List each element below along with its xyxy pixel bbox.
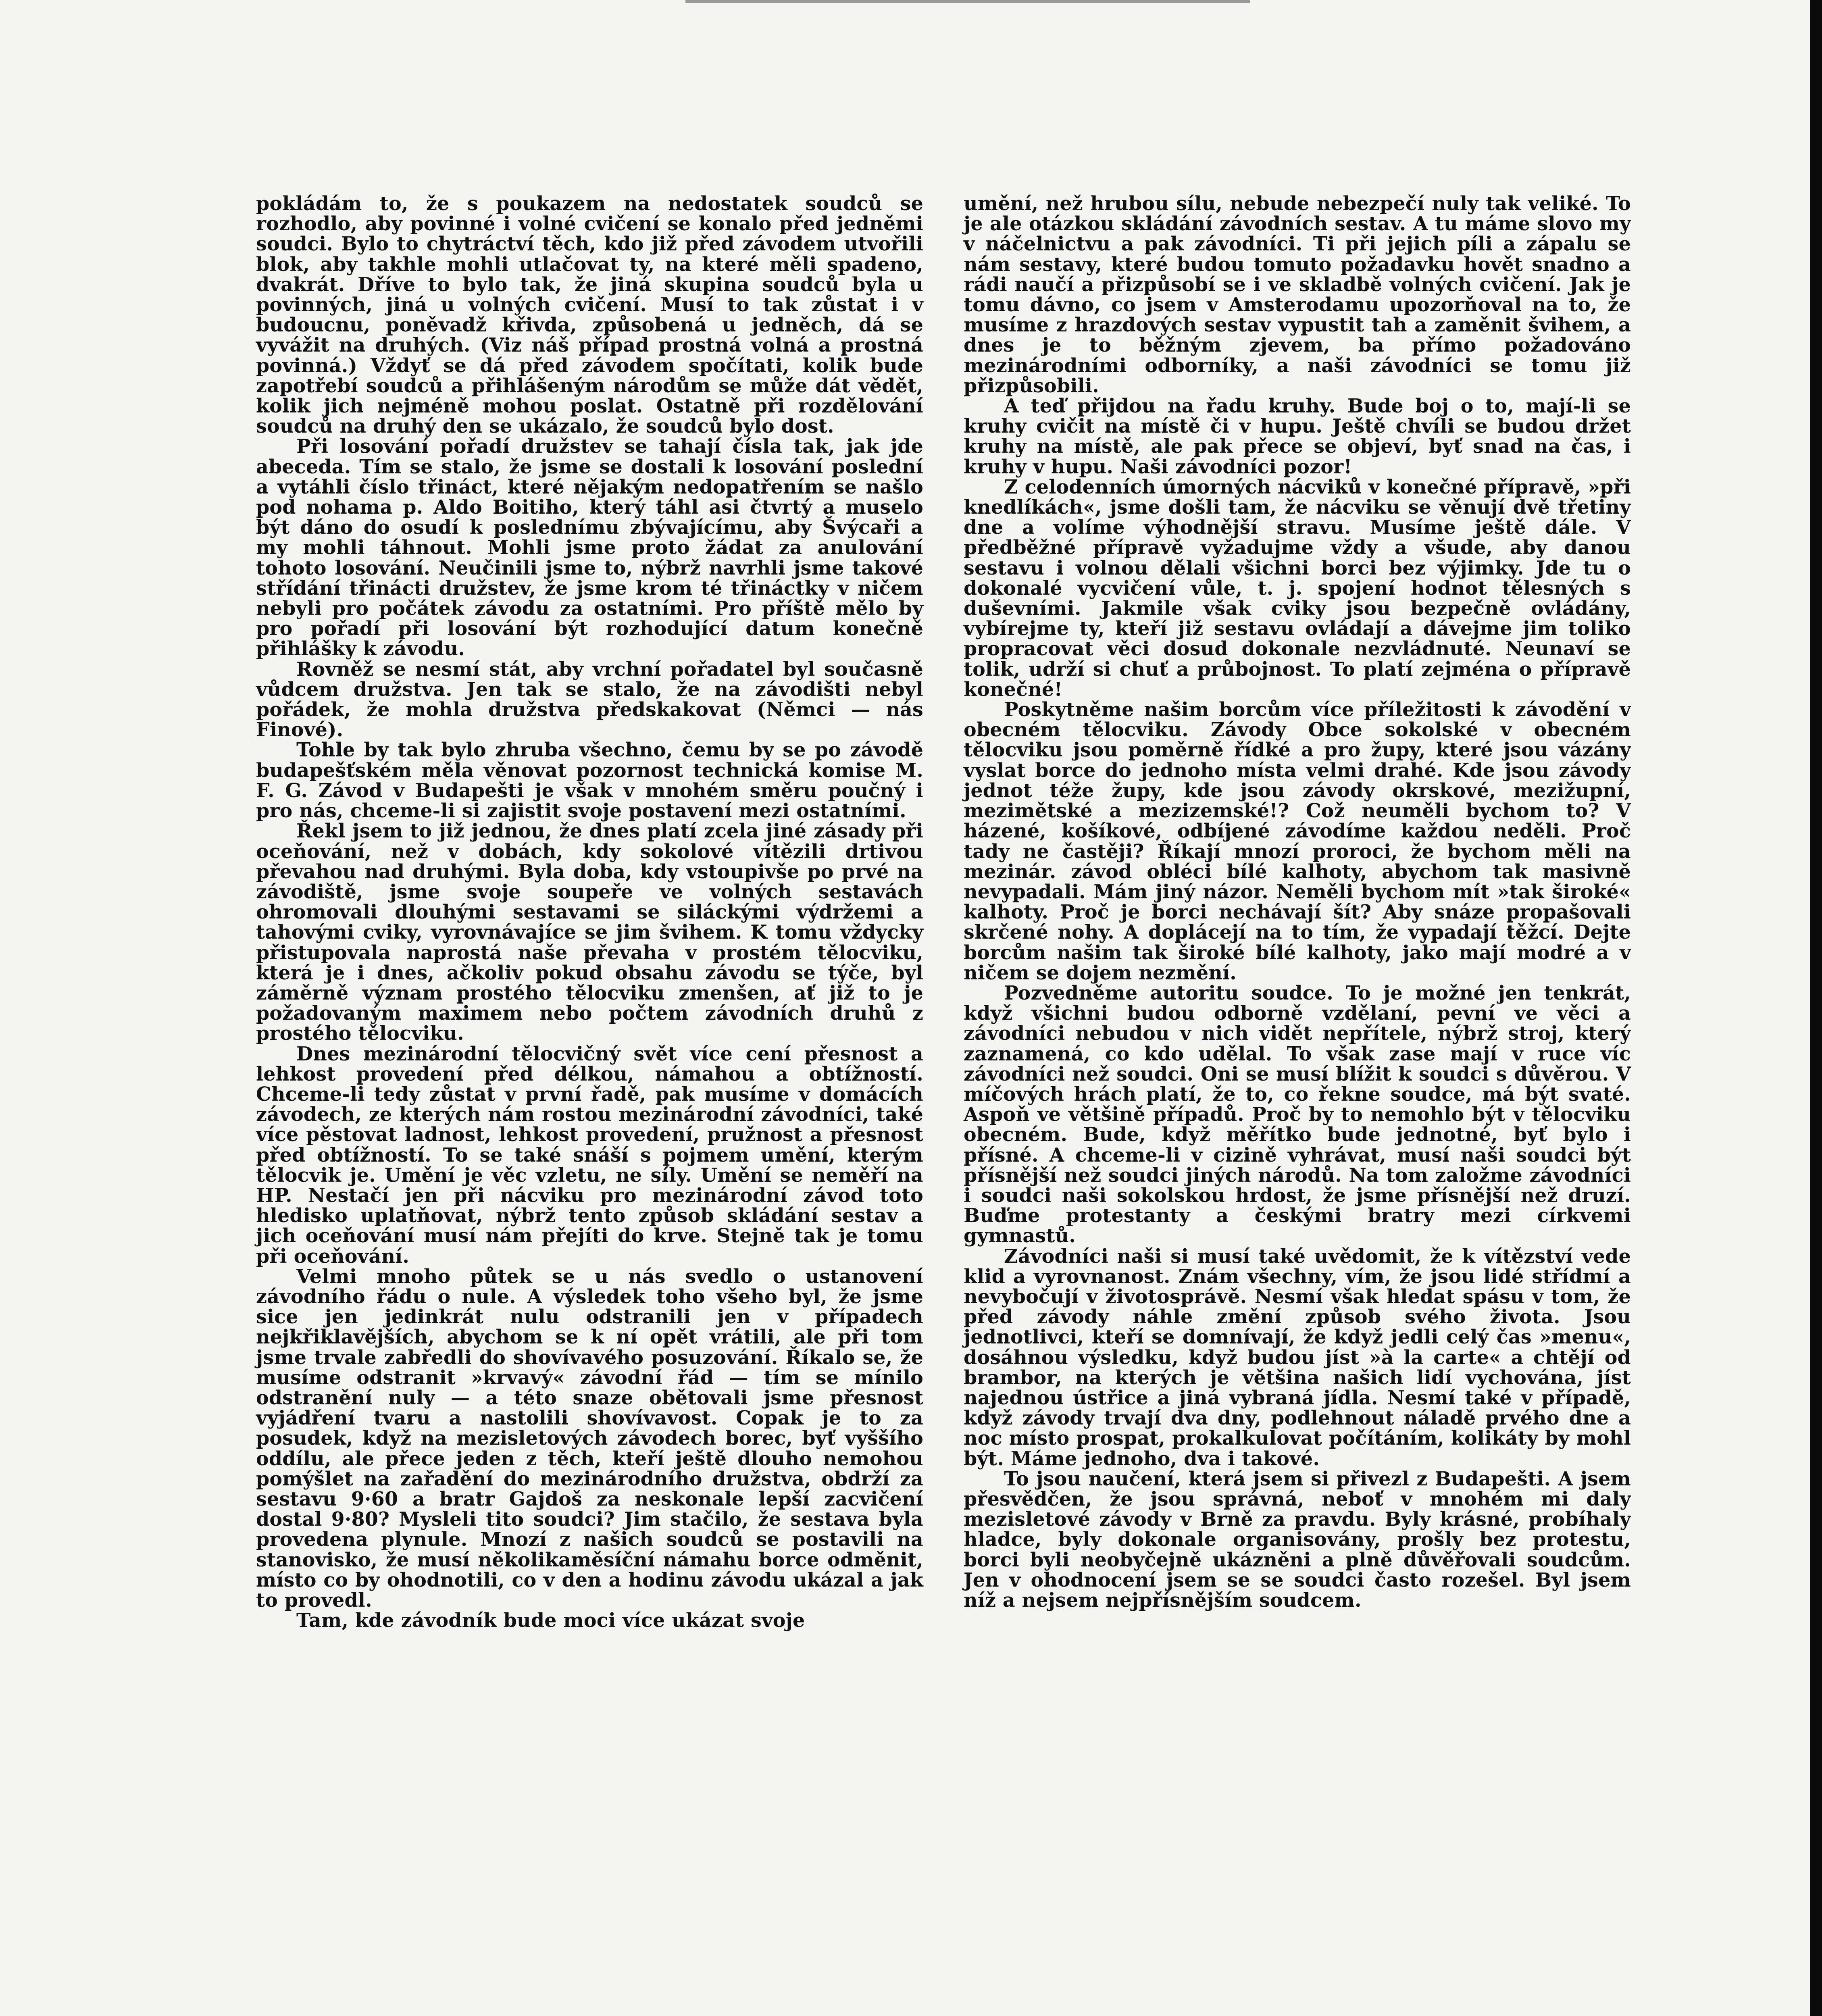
scan-edge-right bbox=[1810, 0, 1822, 2016]
paragraph: Pozvedněme autoritu soudce. To je možné jen tenkrát, když všichni budou odborně vzdělaní, pevní ve věci a závodníci nebudou v nich vidět nepřítele, nýbrž stroj, který zaznamená, co kdo udělal. To však zase mají v ruce víc závodníci než soudci. Oni se musí blížit k soudci s důvěrou. V míčových hrách platí, že to, co řekne soudce, má být svaté. Aspoň ve většině případů. Proč by to nemohlo být v tělocviku obecném. Bude, když měřítko bude jednotné, byť bylo i přísné. A chceme-li v cizině vyhrávat, musí naši soudci být přísnější než soudci jiných národů. Na tom založme závodníci i soudci naši sokolskou hrdost, že jsme přísnější než druzí. Buďme protestanty a českými bratry mezi církvemi gymnastů. bbox=[964, 981, 1631, 1248]
paragraph: Tohle by tak bylo zhruba všechno, čemu by se po závodě budapešťském měla věnovat pozornost technická komise M. F. G. Závod v Budapešti je však v mnohém směru poučný i pro nás, chceme-li si zajistit svoje postavení mezi ostatními. bbox=[256, 739, 923, 823]
paragraph: Rovněž se nesmí stát, aby vrchní pořadatel byl současně vůdcem družstva. Jen tak se stalo, že na závodišti nebyl pořádek, že mohla družstva předskakovat (Němci — nás Finové). bbox=[256, 658, 923, 741]
scan-edge-top bbox=[685, 0, 1250, 3]
right-column bbox=[964, 194, 1631, 1610]
paragraph: Z celodenních úmorných nácviků v konečné přípravě, »při knedlíkách«, jsme došli tam, že nácviku se věnují dvě třetiny dne a volíme výhodnější stravu. Musíme ještě dále. V předběžné přípravě vyžadujme vždy a všude, aby danou sestavu i volnou dělali všichni borci bez výjimky. Jde tu o dokonalé vycvičení vůle, t. j. spojení hodnot tělesných s duševními. Jakmile však cviky jsou bezpečně ovládány, vybírejme ty, kteří již sestavu ovládají a dávejme jim toliko propracovat věci dosud dokonale nezvládnuté. Neunaví se tolik, udrží si chuť a průbojnost. To platí zejména o přípravě konečné! bbox=[964, 475, 1631, 701]
paragraph: Závodníci naši si musí také uvědomit, že k vítězství vede klid a vyrovnanost. Znám všechny, vím, že jsou lidé střídmí a nevybočují v životosprávě. Nesmí však hledat spásu v tom, že před závody náhle změní způsob svého života. Jsou jednotlivci, kteří se domnívají, že když jedli celý čas »menu«, dosáhnou výsledku, když budou jíst »à la carte« a chtějí od brambor, na kterých je většina našich lidí vychována, jíst najednou ústřice a jiná vybraná jídla. Nesmí také v případě, když závody trvají dva dny, podlehnout náladě prvého dne a noc místo prospat, prokalkulovat počítáním, kolikáty by mohl být. Máme jednoho, dva i takové. bbox=[964, 1245, 1631, 1470]
paragraph: pokládám to, že s poukazem na nedostatek soudců se rozhodlo, aby povinné i volné cvičení se konalo před jedněmi soudci. Bylo to chytráctví těch, kdo již před závodem utvořili blok, aby takhle mohli utlačovat ty, na které měli spadeno, dvakrát. Dříve to bylo tak, že jiná skupina soudců byla u povinných, jiná u volných cvičení. Musí to tak zůstat i v budoucnu, poněvadž křivda, způsobená u jedněch, dá se vyvážit na druhých. (Viz náš případ prostná volná a prostná povinná.) Vždyť se dá před závodem spočítati, kolik bude zapotřebí soudců a přihlášeným národům se může dát vědět, kolik jich nejméně mohou poslat. Ostatně při rozdělování soudců na druhý den se ukázalo, že soudců bylo dost. bbox=[256, 192, 923, 438]
paragraph: Tam, kde závodník bude moci více ukázat svoje bbox=[296, 1609, 805, 1632]
paragraph: Poskytněme našim borcům více příležitosti k závodění v obecném tělocviku. Závody Obce sokolské v obecném tělocviku jsou poměrně řídké a pro župy, které jsou vázány vyslat borce do jednoho místa velmi drahé. Kde jsou závody jednot téže župy, kde jsou závody okrskové, mezižupní, mezimětské a mezizemské!? Což neuměli bychom to? V házené, košíkové, odbíjené závodíme každou neděli. Proč tady ne častěji? Říkají mnozí proroci, že bychom měli na mezinár. závod obléci bílé kalhoty, abychom tak masivně nevypadali. Mám jiný názor. Neměli bychom mít »tak široké« kalhoty. Proč je borci nechávají šít? Aby snáze propašovali skrčené nohy. A doplácejí na to tím, že vypadají těžcí. Dejte borcům našim tak široké bílé kalhoty, jako mají modré a v ničem se dojem nezmění. bbox=[964, 698, 1631, 984]
paragraph: Dnes mezinárodní tělocvičný svět více cení přesnost a lehkost provedení před délkou, námahou a obtížností. Chceme-li tedy zůstat v první řadě, pak musíme v domácích závodech, ze kterých nám rostou mezinárodní závodníci, také více pěstovat ladnost, lehkost provedení, pružnost a přesnost před obtížností. To se také snáší s pojmem umění, kterým tělocvik je. Umění je věc vzletu, ne síly. Umění se neměří na HP. Nestačí jen při nácviku pro mezinárodní závod toto hledisko uplatňovat, nýbrž tento způsob skládání sestav a jich oceňování musí nám přejíti do krve. Stejně tak je tomu při oceňování. bbox=[256, 1042, 923, 1268]
paragraph: To jsou naučení, která jsem si přivezl z Budapešti. A jsem přesvědčen, že jsou správná, neboť v mnohém mi daly mezisletové závody v Brně za pravdu. Byly krásné, probíhaly hladce, byly dokonale organisovány, prošly bez protestu, borci byli neobyčejně ukázněni a plně důvěřovali soudcům. Jen v ohodnocení jsem se se soudci často rozešel. Byl jsem níž a nejsem nejpřísnějším soudcem. bbox=[964, 1467, 1631, 1612]
paragraph: Při losování pořadí družstev se tahají čísla tak, jak jde abeceda. Tím se stalo, že jsme se dostali k losování poslední a vytáhli číslo třináct, které nějakým nedopatřením se našlo pod nohama p. Aldo Boitiho, který táhl asi čtvrtý a muselo být dáno do osudí k poslednímu zbývajícímu, aby Švýcaři a my mohli táhnout. Mohli jsme proto žádat za anulování tohoto losování. Neučinili jsme to, nýbrž navrhli jsme takové střídání třinácti družstev, že jsme krom té třináctky v ničem nebyli pro počátek závodu za ostatními. Pro příště mělo by pro pořadí při losování být rozhodující datum konečně přihlášky k závodu. bbox=[256, 435, 923, 660]
paragraph: Velmi mnoho půtek se u nás svedlo o ustanovení závodního řádu o nule. A výsledek toho všeho byl, že jsme sice jen jedinkrát nulu odstranili jen v případech nejkřiklavějších, abychom se k ní opět vrátili, ale při tom jsme trvale zabředli do shovívavého posuzování. Říkalo se, že musíme odstranit »krvavý« závodní řád — tím se mínilo odstranění nuly — a této snaze obětovali jsme přesnost vyjádření tvaru a nastolili shovívavost. Copak je to za posudek, když na mezisletových závodech borec, byť vyššího oddílu, ale přece jeden z těch, kteří ještě dlouho nemohou pomýšlet na zařadění do mezinárodního družstva, obdrží za sestavu 9·60 a bratr Gajdoš za neskonale lepší zacvičení dostal 9·80? Mysleli tito soudci? Jim stačilo, že sestava byla provedena plynule. Mnozí z našich soudců se postavili na stanovisko, že musí několikaměsíční námahu borce odměnit, místo co by ohodnotili, co v den a hodinu závodu ukázal a jak to provedl. bbox=[256, 1265, 923, 1612]
paragraph: A teď přijdou na řadu kruhy. Bude boj o to, mají-li se kruhy cvičit na místě či v hupu. Ještě chvíli se budou držet kruhy na místě, ale pak přece se objeví, byť snad na čas, i kruhy v hupu. Naši závodníci pozor! bbox=[964, 395, 1631, 478]
paragraph: umění, než hrubou sílu, nebude nebezpečí nuly tak veliké. To je ale otázkou skládání závodních sestav. A tu máme slovo my v náčelnictvu a pak závodníci. Ti při jejich píli a zápalu se nám sestavy, které budou tomuto požadavku hovět snadno a rádi naučí a přizpůsobí se i ve skladbě volných cvičení. Jak je tomu dávno, co jsem v Amsterodamu upozorňoval na to, že musíme z hrazdových sestav vypustit tah a zaměnit švihem, a dnes je to běžným zjevem, ba přímo požadováno mezinárodními odborníky, a naši závodníci se tomu již přizpůsobili. bbox=[964, 192, 1631, 397]
paragraph: Řekl jsem to již jednou, že dnes platí zcela jiné zásady při oceňování, než v dobách, kdy sokolové vítězili drtivou převahou nad druhými. Byla doba, kdy vstoupivše po prvé na závodiště, jsme svoje soupeře ve volných sestavách ohromovali dlouhými sestavami se siláckými výdržemi a tahovými cviky, vyrovnávajíce se jim švihem. K tomu vždycky přistupovala naprostá naše převaha v prostém tělocviku, která je i dnes, ačkoliv pokud obsahu závodu se týče, byl záměrně význam prostého tělocviku zmenšen, ať již to je požadovaným maximem nebo počtem závodních druhů z prostého tělocviku. bbox=[256, 820, 923, 1045]
left-column bbox=[256, 194, 923, 1631]
